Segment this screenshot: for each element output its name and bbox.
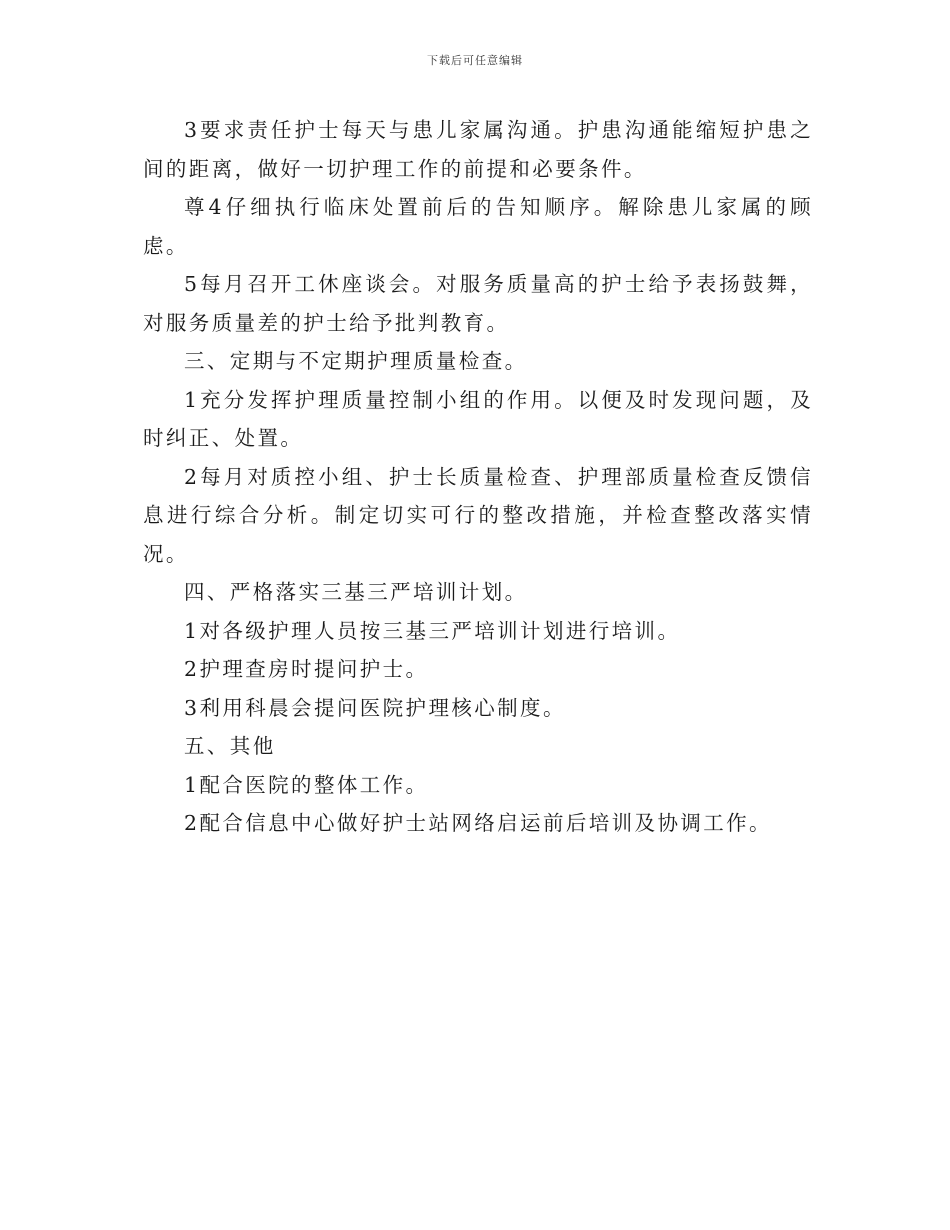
section-heading-3: 三、定期与不定期护理质量检查。 [184,349,528,373]
section-heading-4: 四、严格落实三基三严培训计划。 [184,580,528,604]
section-heading-5: 五、其他 [184,734,276,758]
paragraph-item-3-communication: 3要求责任护士每天与患儿家属沟通。护患沟通能缩短护患之间的距离，做好一切护理工作的前提和必要条件。 [143,118,813,181]
paragraph-item-2-analysis: 2每月对质控小组、护士长质量检查、护理部质量检查反馈信息进行综合分析。制定切实可行的整改措施，并检查整改落实情况。 [143,464,813,566]
page-header-note: 下载后可任意编辑 [427,54,523,67]
paragraph-item-1-training: 1对各级护理人员按三基三严培训计划进行培训。 [184,618,681,643]
document-body [143,111,813,843]
paragraph-item-2-ward-round: 2护理查房时提问护士。 [184,657,429,681]
paragraph-item-3-morning-meeting: 3利用科晨会提问医院护理核心制度。 [184,695,566,720]
paragraph-item-2-network: 2配合信息中心做好护士站网络启运前后培训及协调工作。 [184,811,772,835]
paragraph-item-4-notification: 尊4仔细执行临床处置前后的告知顺序。解除患儿家属的顾虑。 [143,195,813,258]
paragraph-item-1-cooperate: 1配合医院的整体工作。 [184,772,429,797]
paragraph-item-1-quality-group: 1充分发挥护理质量控制小组的作用。以便及时发现问题，及时纠正、处置。 [143,387,813,450]
paragraph-item-5-symposium: 5每月召开工休座谈会。对服务质量高的护士给予表扬鼓舞，对服务质量差的护士给予批判教育。 [143,272,813,335]
